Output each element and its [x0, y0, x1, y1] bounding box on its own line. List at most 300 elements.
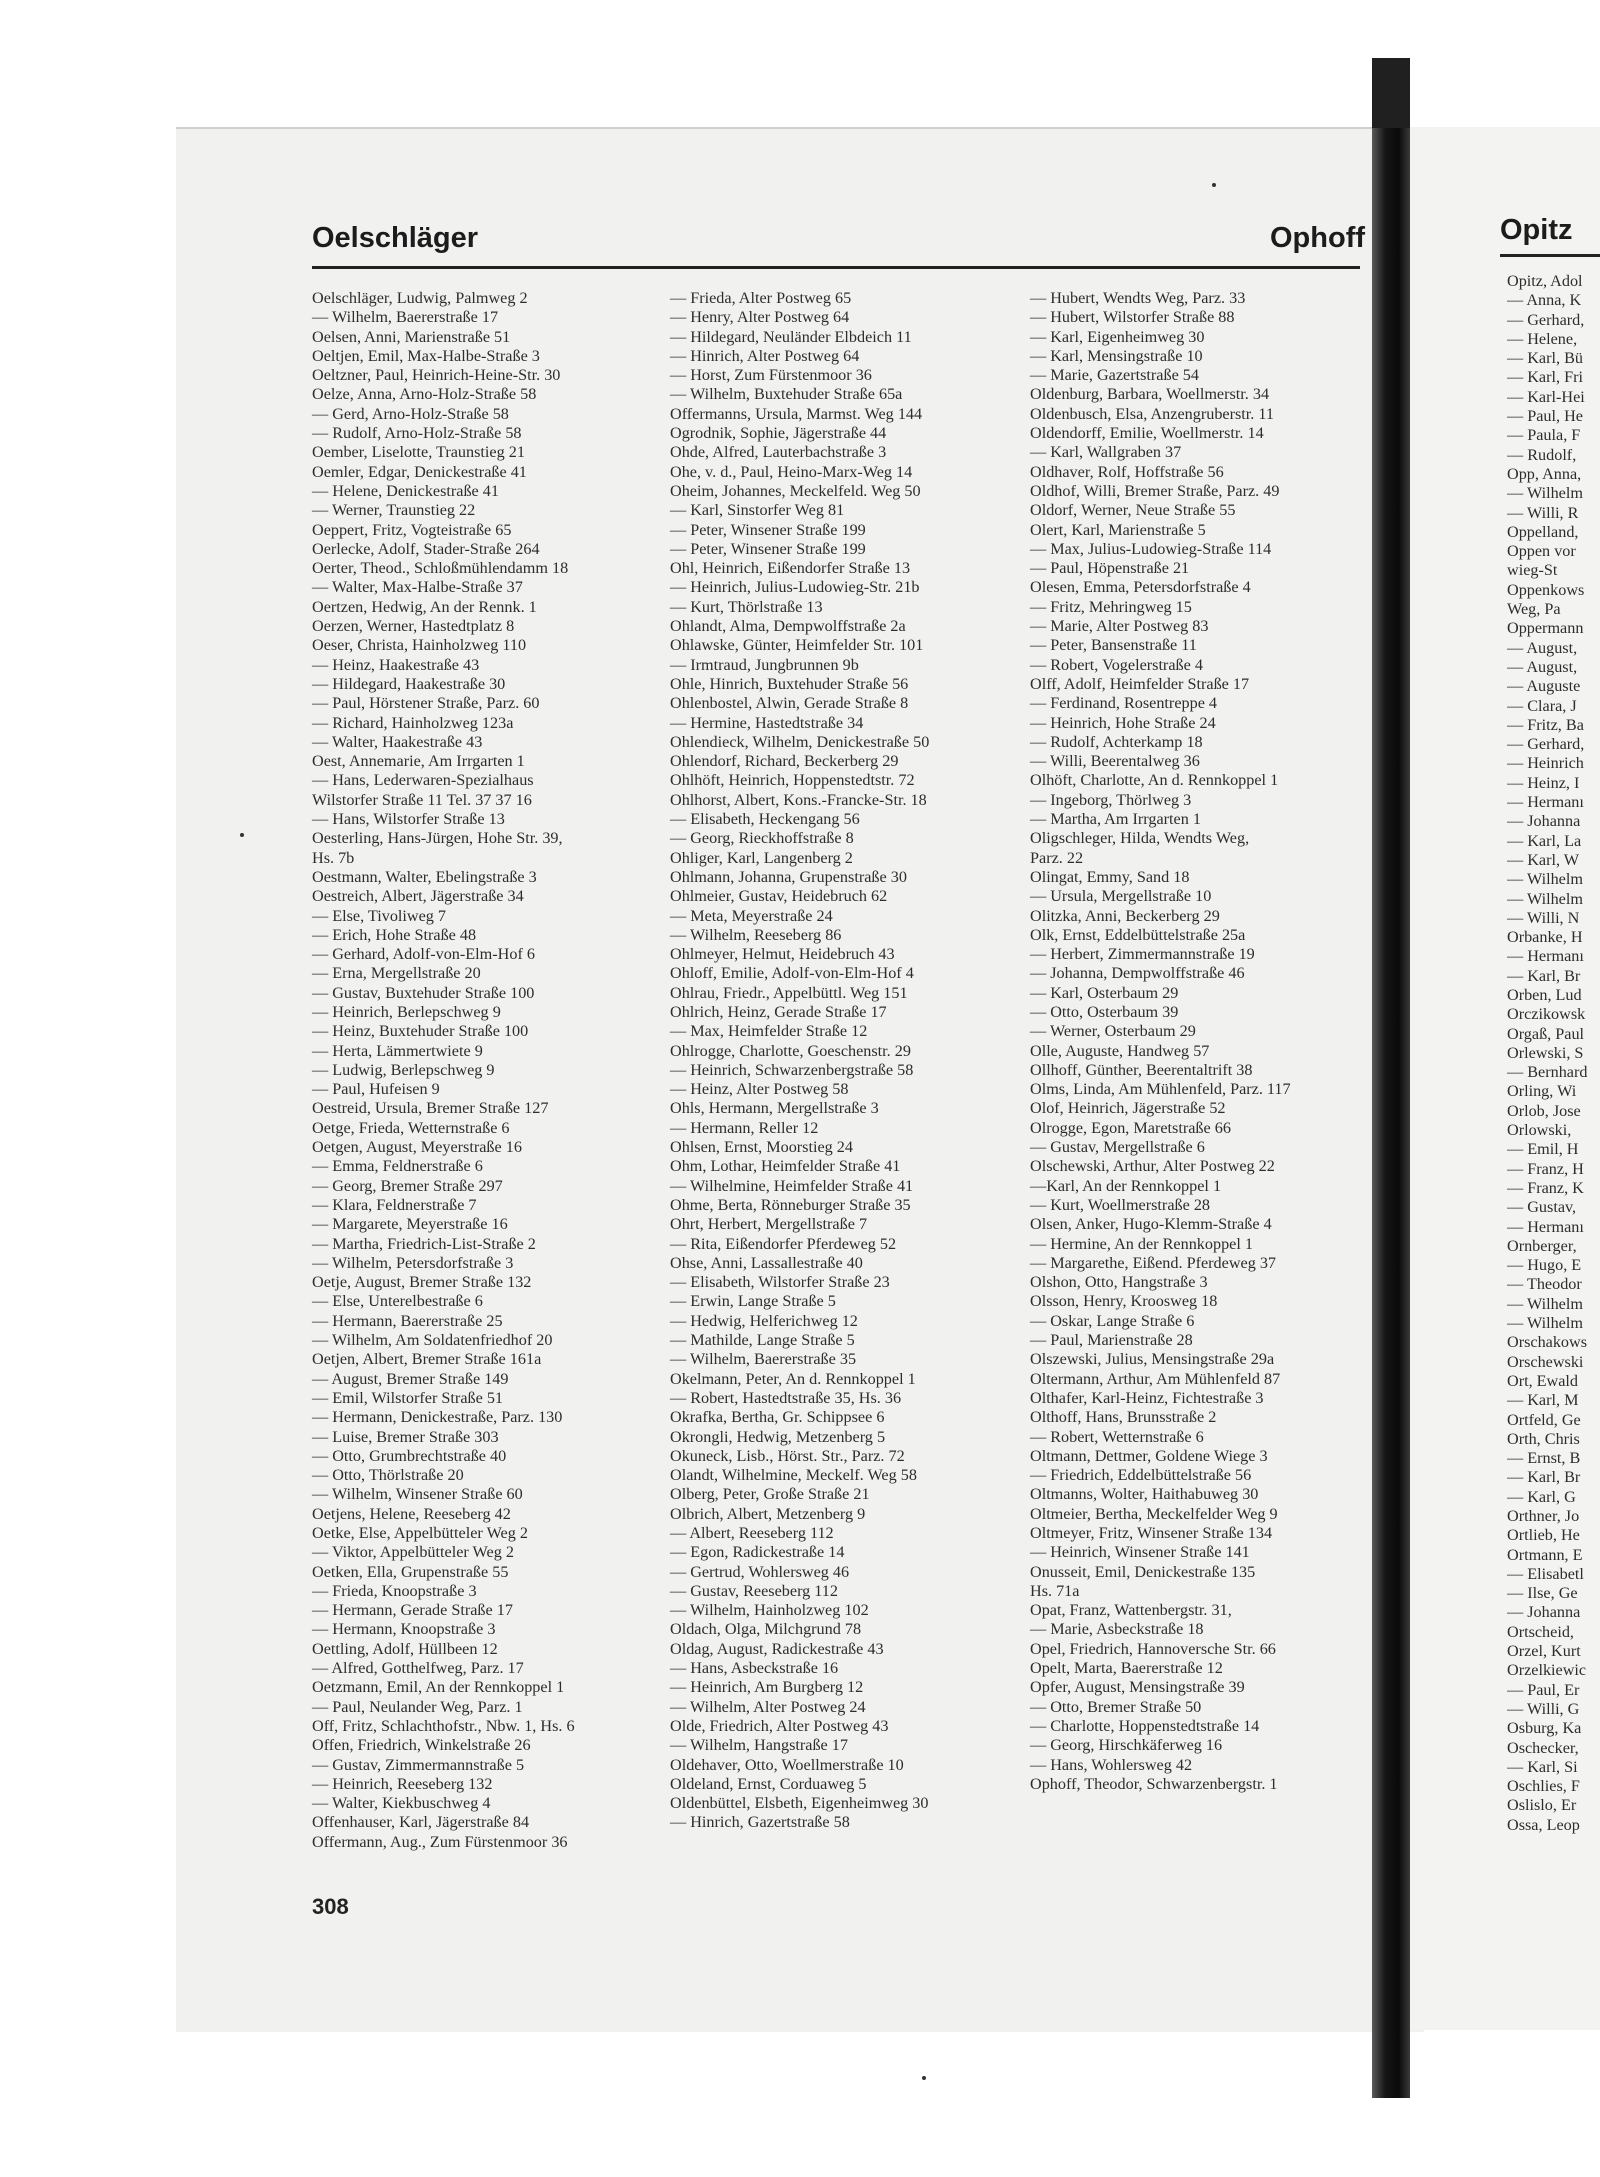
directory-entry: Olitzka, Anni, Beckerberg 29 — [1030, 906, 1220, 925]
directory-entry: — Herta, Lämmertwiete 9 — [312, 1041, 483, 1060]
directory-entry: — Erna, Mergellstraße 20 — [312, 964, 481, 983]
directory-entry: — Wilhelm, Petersdorfstraße 3 — [312, 1253, 514, 1272]
directory-entry: — Wilhelm, Reeseberg 86 — [670, 925, 842, 944]
directory-entry: — Karl, Wallgraben 37 — [1030, 443, 1182, 462]
directory-entry: — Albert, Reeseberg 112 — [670, 1524, 834, 1542]
directory-entry: Olthafer, Karl-Heinz, Fichtestraße 3 — [1030, 1388, 1264, 1407]
directory-entry: Olesen, Emma, Petersdorfstraße 4 — [1030, 578, 1251, 597]
facing-page-entry: — Ernst, B — [1507, 1449, 1581, 1468]
directory-entry: — Elisabeth, Wilstorfer Straße 23 — [670, 1273, 890, 1292]
directory-entry: — Gustav, Buxtehuder Straße 100 — [312, 983, 535, 1002]
facing-page-entry: — Willi, R — [1507, 503, 1579, 522]
facing-page-entry: — Elisabetl — [1507, 1564, 1584, 1583]
directory-entry: Oltmeyer, Fritz, Winsener Straße 134 — [1030, 1524, 1273, 1542]
directory-entry: — Walter, Max-Halbe-Straße 37 — [312, 578, 523, 597]
facing-page-entry: Orth, Chris — [1507, 1429, 1580, 1448]
scan-speck — [240, 833, 244, 837]
facing-page-column — [1507, 272, 1600, 1835]
directory-entry: Oldag, August, Radickestraße 43 — [670, 1639, 884, 1658]
directory-entry: — Peter, Winsener Straße 199 — [670, 539, 866, 558]
facing-page-entry: — Willi, N — [1507, 908, 1580, 927]
facing-page-header: Opitz — [1500, 214, 1573, 246]
facing-page-entry: — Paul, Er — [1507, 1680, 1580, 1699]
facing-page-entry: — Karl, Si — [1507, 1757, 1578, 1776]
directory-entry: Olff, Adolf, Heimfelder Straße 17 — [1030, 674, 1250, 693]
directory-entry: — Werner, Osterbaum 29 — [1030, 1022, 1196, 1041]
directory-entry: Oelschläger, Ludwig, Palmweg 2 — [312, 289, 528, 307]
facing-page-entry: Oschecker, — [1507, 1738, 1579, 1757]
directory-entry: — Wilhelmine, Heimfelder Straße 41 — [670, 1176, 914, 1195]
directory-entry: — Max, Julius-Ludowieg-Straße 114 — [1030, 539, 1272, 558]
directory-entry: — Paul, Marienstraße 28 — [1030, 1331, 1193, 1350]
directory-entry: — Wilhelm, Hainholzweg 102 — [670, 1601, 869, 1620]
directory-entry: Okrafka, Bertha, Gr. Schippsee 6 — [670, 1408, 885, 1427]
facing-page-entry: — Ilse, Ge — [1507, 1584, 1578, 1603]
facing-page-entry: — Rudolf, — [1507, 445, 1577, 464]
directory-entry: Oetke, Else, Appelbütteler Weg 2 — [312, 1524, 528, 1542]
directory-column-3 — [1030, 289, 1376, 1794]
directory-entry: — Heinrich, Winsener Straße 141 — [1030, 1543, 1250, 1562]
facing-page-entry: Orczikowsk — [1507, 1005, 1586, 1024]
directory-entry: — Johanna, Dempwolffstraße 46 — [1030, 964, 1245, 983]
directory-entry: Ohlmeier, Gustav, Heidebruch 62 — [670, 887, 888, 906]
directory-entry: Ohlendieck, Wilhelm, Denickestraße 50 — [670, 732, 930, 751]
directory-entry: — Paul, Höpenstraße 21 — [1030, 559, 1190, 578]
facing-page-entry: Ortfeld, Ge — [1507, 1410, 1581, 1429]
directory-entry: — Frieda, Alter Postweg 65 — [670, 289, 852, 307]
facing-page-rule — [1500, 254, 1600, 257]
directory-entry: — Otto, Thörlstraße 20 — [312, 1466, 464, 1485]
directory-entry: — Karl, Osterbaum 29 — [1030, 983, 1179, 1002]
facing-page-entry: Orschewski — [1507, 1352, 1584, 1371]
directory-entry: — Robert, Vogelerstraße 4 — [1030, 655, 1203, 674]
directory-entry: Ohloff, Emilie, Adolf-von-Elm-Hof 4 — [670, 964, 914, 983]
directory-entry: — Hermann, Knoopstraße 3 — [312, 1620, 496, 1639]
facing-page-entry: — Gustav, — [1507, 1198, 1577, 1217]
directory-entry: — Karl, Eigenheimweg 30 — [1030, 327, 1205, 346]
directory-entry: — Peter, Winsener Straße 199 — [670, 520, 866, 539]
facing-page-entry: Oslislo, Er — [1507, 1796, 1577, 1815]
directory-entry: Oestreich, Albert, Jägerstraße 34 — [312, 887, 524, 906]
facing-page-entry: Ortmann, E — [1507, 1545, 1583, 1564]
directory-entry: Oestmann, Walter, Ebelingstraße 3 — [312, 867, 537, 886]
facing-page-entry: — Wilhelm — [1507, 889, 1583, 908]
facing-page-entry: — Karl, Br — [1507, 1468, 1581, 1487]
facing-page-entry: Orlob, Jose — [1507, 1101, 1581, 1120]
directory-entry: — Wilhelm, Alter Postweg 24 — [670, 1697, 866, 1716]
directory-entry: Oldhof, Willi, Bremer Straße, Parz. 49 — [1030, 481, 1280, 500]
directory-entry: Oetgen, August, Meyerstraße 16 — [312, 1138, 522, 1157]
directory-entry: — Richard, Hainholzweg 123a — [312, 713, 514, 732]
directory-entry: Oestreid, Ursula, Bremer Straße 127 — [312, 1099, 549, 1118]
directory-entry: — Willi, Beerentalweg 36 — [1030, 752, 1200, 771]
facing-page-entry: — Heinz, I — [1507, 773, 1580, 792]
directory-entry: Oeltzner, Paul, Heinrich-Heine-Str. 30 — [312, 366, 561, 385]
facing-page-entry: — Wilhelm — [1507, 870, 1583, 889]
directory-entry: — Georg, Rieckhoffstraße 8 — [670, 829, 854, 848]
directory-entry: — Marie, Gazertstraße 54 — [1030, 366, 1199, 385]
directory-entry: Ohl, Heinrich, Eißendorfer Straße 13 — [670, 559, 911, 578]
directory-entry: Oetzmann, Emil, An der Rennkoppel 1 — [312, 1678, 565, 1697]
directory-entry: — Paul, Hufeisen 9 — [312, 1080, 440, 1099]
directory-entry: Ohlenbostel, Alwin, Gerade Straße 8 — [670, 694, 909, 713]
directory-entry: — Georg, Hirschkäferweg 16 — [1030, 1736, 1223, 1755]
directory-entry: — Ferdinand, Rosentreppe 4 — [1030, 694, 1218, 713]
facing-page-entry: — Karl, M — [1507, 1391, 1579, 1410]
facing-page-entry: Opitz, Adol — [1507, 272, 1583, 290]
directory-entry: — Hans, Lederwaren-Spezialhaus — [312, 771, 534, 790]
directory-entry: Oerter, Theod., Schloßmühlendamm 18 — [312, 559, 569, 578]
directory-entry: Ohme, Berta, Rönneburger Straße 35 — [670, 1195, 911, 1214]
directory-entry: Ohlmeyer, Helmut, Heidebruch 43 — [670, 945, 895, 964]
directory-entry: Ogrodnik, Sophie, Jägerstraße 44 — [670, 424, 887, 443]
facing-page-entry: — Willi, G — [1507, 1699, 1580, 1718]
directory-entry: — Heinz, Buxtehuder Straße 100 — [312, 1022, 529, 1041]
directory-entry: — Otto, Grumbrechtstraße 40 — [312, 1446, 507, 1465]
facing-page-entry: — Wilhelm — [1507, 484, 1583, 503]
directory-entry: Ohlrich, Heinz, Gerade Straße 17 — [670, 1002, 887, 1021]
facing-page-entry: Orben, Lud — [1507, 985, 1582, 1004]
directory-entry: — Rita, Eißendorfer Pferdeweg 52 — [670, 1234, 897, 1253]
facing-page-entry: Orschakows — [1507, 1333, 1588, 1352]
directory-entry: — Georg, Bremer Straße 297 — [312, 1176, 503, 1195]
directory-entry: — Gustav, Zimmermannstraße 5 — [312, 1755, 525, 1774]
directory-entry: — Erwin, Lange Straße 5 — [670, 1292, 836, 1311]
facing-page-entry: wieg-St — [1507, 561, 1558, 580]
directory-entry: Oetken, Ella, Grupenstraße 55 — [312, 1562, 509, 1581]
directory-entry: Oemler, Edgar, Denickestraße 41 — [312, 462, 527, 481]
directory-entry: — Wilhelm, Winsener Straße 60 — [312, 1485, 523, 1504]
directory-entry: — Hermann, Baererstraße 25 — [312, 1311, 503, 1330]
directory-entry: — Ludwig, Berlepschweg 9 — [312, 1060, 495, 1079]
directory-entry: Ohls, Hermann, Mergellstraße 3 — [670, 1099, 879, 1118]
directory-entry: Ohlawske, Günter, Heimfelder Str. 101 — [670, 636, 924, 655]
directory-entry: Off, Fritz, Schlachthofstr., Nbw. 1, Hs. 6 — [312, 1716, 575, 1735]
directory-entry: — Werner, Traunstieg 22 — [312, 501, 476, 520]
facing-page-entry: — Fritz, Ba — [1507, 715, 1584, 734]
facing-page-entry: — Hugo, E — [1507, 1256, 1582, 1275]
directory-entry: Olszewski, Julius, Mensingstraße 29a — [1030, 1350, 1275, 1369]
directory-entry: — Kurt, Woellmerstraße 28 — [1030, 1195, 1211, 1214]
directory-entry: — Karl, Sinstorfer Weg 81 — [670, 501, 845, 520]
directory-entry: — Paul, Hörstener Straße, Parz. 60 — [312, 694, 540, 713]
directory-entry: — Peter, Bansenstraße 11 — [1030, 636, 1197, 655]
facing-page-entry: — Clara, J — [1507, 696, 1577, 715]
header-last-entry: Ophoff — [1270, 222, 1366, 254]
directory-entry: — Margarethe, Eißend. Pferdeweg 37 — [1030, 1253, 1277, 1272]
directory-entry: — Emma, Feldnerstraße 6 — [312, 1157, 483, 1176]
directory-entry: Okuneck, Lisb., Hörst. Str., Parz. 72 — [670, 1446, 905, 1465]
facing-page-entry: Orzelkiewic — [1507, 1661, 1587, 1680]
directory-entry: Oltmann, Dettmer, Goldene Wiege 3 — [1030, 1446, 1268, 1465]
directory-entry: — Hedwig, Helferichweg 12 — [670, 1311, 858, 1330]
directory-entry: Ohlhorst, Albert, Kons.-Francke-Str. 18 — [670, 790, 927, 809]
facing-page-entry: Orbanke, H — [1507, 928, 1583, 947]
directory-entry: Ophoff, Theodor, Schwarzenbergstr. 1 — [1030, 1774, 1278, 1793]
facing-page-entry: Oppenkows — [1507, 580, 1585, 599]
directory-entry: Opelt, Marta, Baererstraße 12 — [1030, 1659, 1223, 1678]
facing-page-entry: Orzel, Kurt — [1507, 1642, 1581, 1661]
directory-entry: — Robert, Wetternstraße 6 — [1030, 1427, 1204, 1446]
directory-entry: Ohrt, Herbert, Mergellstraße 7 — [670, 1215, 868, 1234]
directory-entry: — Gerhard, Adolf-von-Elm-Hof 6 — [312, 945, 535, 964]
facing-page-entry: Orthner, Jo — [1507, 1507, 1580, 1525]
directory-entry: Opel, Friedrich, Hannoversche Str. 66 — [1030, 1639, 1276, 1658]
directory-entry: Offermann, Aug., Zum Fürstenmoor 36 — [312, 1832, 568, 1851]
directory-entry: — Emil, Wilstorfer Straße 51 — [312, 1388, 504, 1407]
directory-entry: — Fritz, Mehringweg 15 — [1030, 597, 1192, 616]
facing-page-entry: — Paul, He — [1507, 407, 1583, 426]
facing-page-entry: Oppelland, — [1507, 522, 1579, 541]
directory-entry: — Egon, Radickestraße 14 — [670, 1543, 845, 1562]
directory-entry: Olberg, Peter, Große Straße 21 — [670, 1485, 870, 1504]
directory-entry: Oetjen, Albert, Bremer Straße 161a — [312, 1350, 542, 1369]
facing-page-entry: — Franz, K — [1507, 1178, 1584, 1197]
facing-page-entry: — Hermanı — [1507, 793, 1584, 812]
directory-entry: Okrongli, Hedwig, Metzenberg 5 — [670, 1427, 886, 1446]
directory-entry: — Hans, Wohlersweg 42 — [1030, 1755, 1193, 1774]
facing-page-entry: — Heinrich — [1507, 754, 1584, 773]
directory-entry: — Rudolf, Arno-Holz-Straße 58 — [312, 424, 522, 443]
directory-entry: — August, Bremer Straße 149 — [312, 1369, 509, 1388]
directory-entry: — Erich, Hohe Straße 48 — [312, 925, 477, 944]
directory-entry: — Irmtraud, Jungbrunnen 9b — [670, 655, 859, 674]
directory-entry: Oldehaver, Otto, Woellmerstraße 10 — [670, 1755, 904, 1774]
directory-entry: Oember, Liselotte, Traunstieg 21 — [312, 443, 525, 462]
page-number: 308 — [312, 1894, 349, 1919]
directory-entry: — Hinrich, Gazertstraße 58 — [670, 1813, 850, 1832]
directory-entry: Ohse, Anni, Lassallestraße 40 — [670, 1253, 863, 1272]
directory-entry: — Hinrich, Alter Postweg 64 — [670, 346, 860, 365]
directory-entry: — Luise, Bremer Straße 303 — [312, 1427, 499, 1446]
facing-page-entry: Oschlies, F — [1507, 1777, 1580, 1796]
directory-entry: Olshon, Otto, Hangstraße 3 — [1030, 1273, 1208, 1292]
directory-entry: Oetjens, Helene, Reeseberg 42 — [312, 1504, 511, 1523]
directory-entry: Opfer, August, Mensingstraße 39 — [1030, 1678, 1245, 1697]
directory-column-2 — [670, 289, 1016, 1833]
facing-page-entry: Ossa, Leop — [1507, 1815, 1580, 1834]
directory-entry: Oheim, Johannes, Meckelfeld. Weg 50 — [670, 481, 921, 500]
directory-entry: Ohlandt, Alma, Dempwolffstraße 2a — [670, 617, 906, 636]
directory-entry: Olk, Ernst, Eddelbüttelstraße 25a — [1030, 925, 1246, 944]
directory-entry: Olle, Auguste, Handweg 57 — [1030, 1041, 1210, 1060]
facing-page-entry: — Theodor — [1507, 1275, 1582, 1294]
directory-entry: — Otto, Osterbaum 39 — [1030, 1002, 1179, 1021]
directory-entry: — Otto, Bremer Straße 50 — [1030, 1697, 1202, 1716]
directory-entry: — Marie, Alter Postweg 83 — [1030, 617, 1209, 636]
directory-entry: — Hermann, Gerade Straße 17 — [312, 1601, 513, 1620]
directory-entry: — Viktor, Appelbütteler Weg 2 — [312, 1543, 514, 1562]
facing-page-entry: — Karl, G — [1507, 1487, 1576, 1506]
directory-entry: Oerlecke, Adolf, Stader-Straße 264 — [312, 539, 540, 558]
directory-entry: — Hermann, Reller 12 — [670, 1118, 819, 1137]
directory-entry: — Herbert, Zimmermannstraße 19 — [1030, 945, 1255, 964]
directory-entry: Ohlendorf, Richard, Beckerberg 29 — [670, 752, 899, 771]
facing-page-entry: — Anna, K — [1507, 291, 1582, 310]
facing-page-entry: — Karl, La — [1507, 831, 1582, 850]
directory-entry: — Oskar, Lange Straße 6 — [1030, 1311, 1195, 1330]
scan-speck — [1212, 183, 1216, 187]
directory-entry: — Hermann, Denickestraße, Parz. 130 — [312, 1408, 563, 1427]
directory-column-1 — [312, 289, 658, 1852]
directory-entry: Okelmann, Peter, An d. Rennkoppel 1 — [670, 1369, 916, 1388]
facing-page-entry: Ort, Ewald — [1507, 1371, 1579, 1390]
directory-entry: Oldendorff, Emilie, Woellmerstr. 14 — [1030, 424, 1264, 443]
directory-entry: Oeltjen, Emil, Max-Halbe-Straße 3 — [312, 346, 540, 365]
facing-page-entry: — Bernhard — [1507, 1063, 1588, 1082]
directory-entry: Oldhaver, Rolf, Hoffstraße 56 — [1030, 462, 1224, 481]
directory-entry: — Elisabeth, Heckengang 56 — [670, 810, 860, 829]
facing-page-entry: — Paula, F — [1507, 426, 1581, 445]
directory-entry: Oettling, Adolf, Hüllbeen 12 — [312, 1639, 498, 1658]
directory-entry: Ohlmann, Johanna, Grupenstraße 30 — [670, 867, 907, 886]
directory-entry: Oltmeier, Bertha, Meckelfelder Weg 9 — [1030, 1504, 1278, 1523]
directory-entry: — Marie, Asbeckstraße 18 — [1030, 1620, 1204, 1639]
directory-entry: — Hildegard, Neuländer Elbdeich 11 — [670, 327, 912, 346]
directory-entry: — Frieda, Knoopstraße 3 — [312, 1581, 477, 1600]
directory-entry: Ohlrogge, Charlotte, Goeschenstr. 29 — [670, 1041, 911, 1060]
directory-entry: — Wilhelm, Buxtehuder Straße 65a — [670, 385, 903, 404]
directory-entry: Olschewski, Arthur, Alter Postweg 22 — [1030, 1157, 1275, 1176]
directory-entry: — Wilhelm, Hangstraße 17 — [670, 1736, 848, 1755]
directory-entry: Olrogge, Egon, Maretstraße 66 — [1030, 1118, 1231, 1137]
book-binding — [1372, 58, 1410, 2098]
directory-entry: — Martha, Am Irrgarten 1 — [1030, 810, 1201, 829]
directory-entry: — Hubert, Wendts Weg, Parz. 33 — [1030, 289, 1246, 307]
facing-page-entry: — Wilhelm — [1507, 1314, 1583, 1333]
directory-entry: — Ingeborg, Thörlweg 3 — [1030, 790, 1192, 809]
directory-entry: — Walter, Kiekbuschweg 4 — [312, 1794, 491, 1813]
directory-entry: — Henry, Alter Postweg 64 — [670, 308, 850, 327]
directory-entry: — Heinz, Alter Postweg 58 — [670, 1080, 849, 1099]
facing-page-entry: — Karl-Hei — [1507, 387, 1585, 406]
directory-entry: — Hans, Wilstorfer Straße 13 — [312, 810, 505, 829]
directory-entry: — Hermine, Hastedtstraße 34 — [670, 713, 864, 732]
directory-entry: Olsson, Henry, Kroosweg 18 — [1030, 1292, 1218, 1311]
directory-entry: — Heinrich, Am Burgberg 12 — [670, 1678, 864, 1697]
directory-entry: — Else, Tivoliweg 7 — [312, 906, 447, 925]
directory-entry: Oldach, Olga, Milchgrund 78 — [670, 1620, 862, 1639]
directory-entry: Olof, Heinrich, Jägerstraße 52 — [1030, 1099, 1226, 1118]
directory-entry: Oerzen, Werner, Hastedtplatz 8 — [312, 617, 515, 636]
directory-entry: — Gustav, Mergellstraße 6 — [1030, 1138, 1205, 1157]
directory-entry: Ohde, Alfred, Lauterbachstraße 3 — [670, 443, 887, 462]
facing-page-entry: — Auguste — [1507, 677, 1581, 696]
directory-entry: — Margarete, Meyerstraße 16 — [312, 1215, 508, 1234]
facing-page-entry: — Emil, H — [1507, 1140, 1579, 1159]
facing-page-entry: Orlowski, — [1507, 1121, 1572, 1140]
directory-entry: — Wilhelm, Am Soldatenfriedhof 20 — [312, 1331, 553, 1350]
directory-entry: Oldenbüttel, Elsbeth, Eigenheimweg 30 — [670, 1794, 929, 1813]
directory-entry: Olert, Karl, Marienstraße 5 — [1030, 520, 1206, 539]
directory-entry: Oest, Annemarie, Am Irrgarten 1 — [312, 752, 525, 771]
directory-entry: — Heinrich, Hohe Straße 24 — [1030, 713, 1216, 732]
facing-page-entry: — Gerhard, — [1507, 735, 1585, 754]
facing-page-entry: — Gerhard, — [1507, 310, 1585, 329]
directory-entry: — Klara, Feldnerstraße 7 — [312, 1195, 477, 1214]
facing-page-entry: Ortlieb, He — [1507, 1526, 1580, 1545]
facing-page-entry: — Karl, Br — [1507, 966, 1581, 985]
directory-entry: — Mathilde, Lange Straße 5 — [670, 1331, 855, 1350]
directory-entry: Oesterling, Hans-Jürgen, Hohe Str. 39, — [312, 829, 563, 848]
directory-entry: — Paul, Neulander Weg, Parz. 1 — [312, 1697, 523, 1716]
directory-entry: — Heinrich, Reeseberg 132 — [312, 1774, 493, 1793]
directory-entry: Offenhauser, Karl, Jägerstraße 84 — [312, 1813, 530, 1832]
directory-entry: — Martha, Friedrich-List-Straße 2 — [312, 1234, 536, 1253]
facing-page-entry: Oppermann — [1507, 619, 1584, 638]
binding-top — [1372, 58, 1410, 128]
directory-entry: Oelze, Anna, Arno-Holz-Straße 58 — [312, 385, 537, 404]
directory-entry: — Rudolf, Achterkamp 18 — [1030, 732, 1203, 751]
directory-entry: Olde, Friedrich, Alter Postweg 43 — [670, 1716, 889, 1735]
facing-page-entry: Weg, Pa — [1507, 600, 1561, 619]
directory-entry: Oldenburg, Barbara, Woellmerstr. 34 — [1030, 385, 1270, 404]
directory-entry: Hs. 7b — [312, 848, 355, 867]
facing-page-entry: — Franz, H — [1507, 1159, 1584, 1178]
directory-entry: Oertzen, Hedwig, An der Rennk. 1 — [312, 597, 537, 616]
directory-entry: — Kurt, Thörlstraße 13 — [670, 597, 823, 616]
directory-entry: Ohlrau, Friedr., Appelbüttl. Weg 151 — [670, 983, 908, 1002]
directory-entry: Hs. 71a — [1030, 1581, 1080, 1600]
directory-entry: — Heinrich, Berlepschweg 9 — [312, 1002, 501, 1021]
facing-page-entry: Opp, Anna, — [1507, 464, 1582, 483]
directory-entry: Ohe, v. d., Paul, Heino-Marx-Weg 14 — [670, 462, 913, 481]
directory-entry: Oldorf, Werner, Neue Straße 55 — [1030, 501, 1236, 520]
directory-entry: Ollhoff, Günther, Beerentaltrift 38 — [1030, 1060, 1253, 1079]
directory-entry: Oltmanns, Wolter, Haithabuweg 30 — [1030, 1485, 1259, 1504]
facing-page-entry: — Hermanı — [1507, 1217, 1584, 1236]
directory-entry: Oetge, Frieda, Wetternstraße 6 — [312, 1118, 510, 1137]
directory-entry: Olhöft, Charlotte, An d. Rennkoppel 1 — [1030, 771, 1279, 790]
directory-entry: Oligschleger, Hilda, Wendts Weg, — [1030, 829, 1250, 848]
directory-entry: — Hubert, Wilstorfer Straße 88 — [1030, 308, 1235, 327]
facing-page-entry: Ortscheid, — [1507, 1622, 1574, 1641]
directory-entry: Ohle, Hinrich, Buxtehuder Straße 56 — [670, 674, 909, 693]
facing-page-entry: Oppen vor — [1507, 542, 1576, 561]
directory-entry: — Walter, Haakestraße 43 — [312, 732, 483, 751]
directory-entry: Ohlhöft, Heinrich, Hoppenstedtstr. 72 — [670, 771, 915, 790]
facing-page-entry: — Johanna — [1507, 1603, 1581, 1622]
directory-entry: Olandt, Wilhelmine, Meckelf. Weg 58 — [670, 1466, 917, 1485]
directory-entry: Ohm, Lothar, Heimfelder Straße 41 — [670, 1157, 901, 1176]
directory-entry: — Heinrich, Schwarzenbergstraße 58 — [670, 1060, 914, 1079]
facing-page-entry: — Helene, — [1507, 329, 1578, 348]
directory-entry: Olbrich, Albert, Metzenberg 9 — [670, 1504, 866, 1523]
facing-page-entry: Ornberger, — [1507, 1236, 1577, 1255]
directory-entry: — Helene, Denickestraße 41 — [312, 481, 499, 500]
directory-entry: — Hildegard, Haakestraße 30 — [312, 674, 506, 693]
directory-entry: Olthoff, Hans, Brunsstraße 2 — [1030, 1408, 1217, 1427]
directory-entry: — Horst, Zum Fürstenmoor 36 — [670, 366, 872, 385]
directory-entry: —Karl, An der Rennkoppel 1 — [1030, 1176, 1222, 1195]
directory-entry: — Friedrich, Eddelbüttelstraße 56 — [1030, 1466, 1252, 1485]
directory-entry: Oltermann, Arthur, Am Mühlenfeld 87 — [1030, 1369, 1281, 1388]
directory-entry: — Hermine, An der Rennkoppel 1 — [1030, 1234, 1253, 1253]
directory-entry: Oldenbusch, Elsa, Anzengruberstr. 11 — [1030, 404, 1274, 423]
header-first-entry: Oelschläger — [312, 222, 479, 254]
directory-entry: Oelsen, Anni, Marienstraße 51 — [312, 327, 511, 346]
facing-page-entry: — Wilhelm — [1507, 1294, 1583, 1313]
header-rule — [312, 266, 1360, 269]
directory-entry: Ohlsen, Ernst, Moorstieg 24 — [670, 1138, 853, 1157]
directory-entry: Olms, Linda, Am Mühlenfeld, Parz. 117 — [1030, 1080, 1291, 1099]
facing-page-entry: — Karl, Fri — [1507, 368, 1583, 387]
directory-entry: — Meta, Meyerstraße 24 — [670, 906, 833, 925]
directory-entry: Wilstorfer Straße 11 Tel. 37 37 16 — [312, 790, 532, 809]
directory-entry: Offermanns, Ursula, Marmst. Weg 144 — [670, 404, 923, 423]
facing-page-entry: Osburg, Ka — [1507, 1719, 1582, 1738]
facing-page-entry: Orlewski, S — [1507, 1043, 1584, 1062]
